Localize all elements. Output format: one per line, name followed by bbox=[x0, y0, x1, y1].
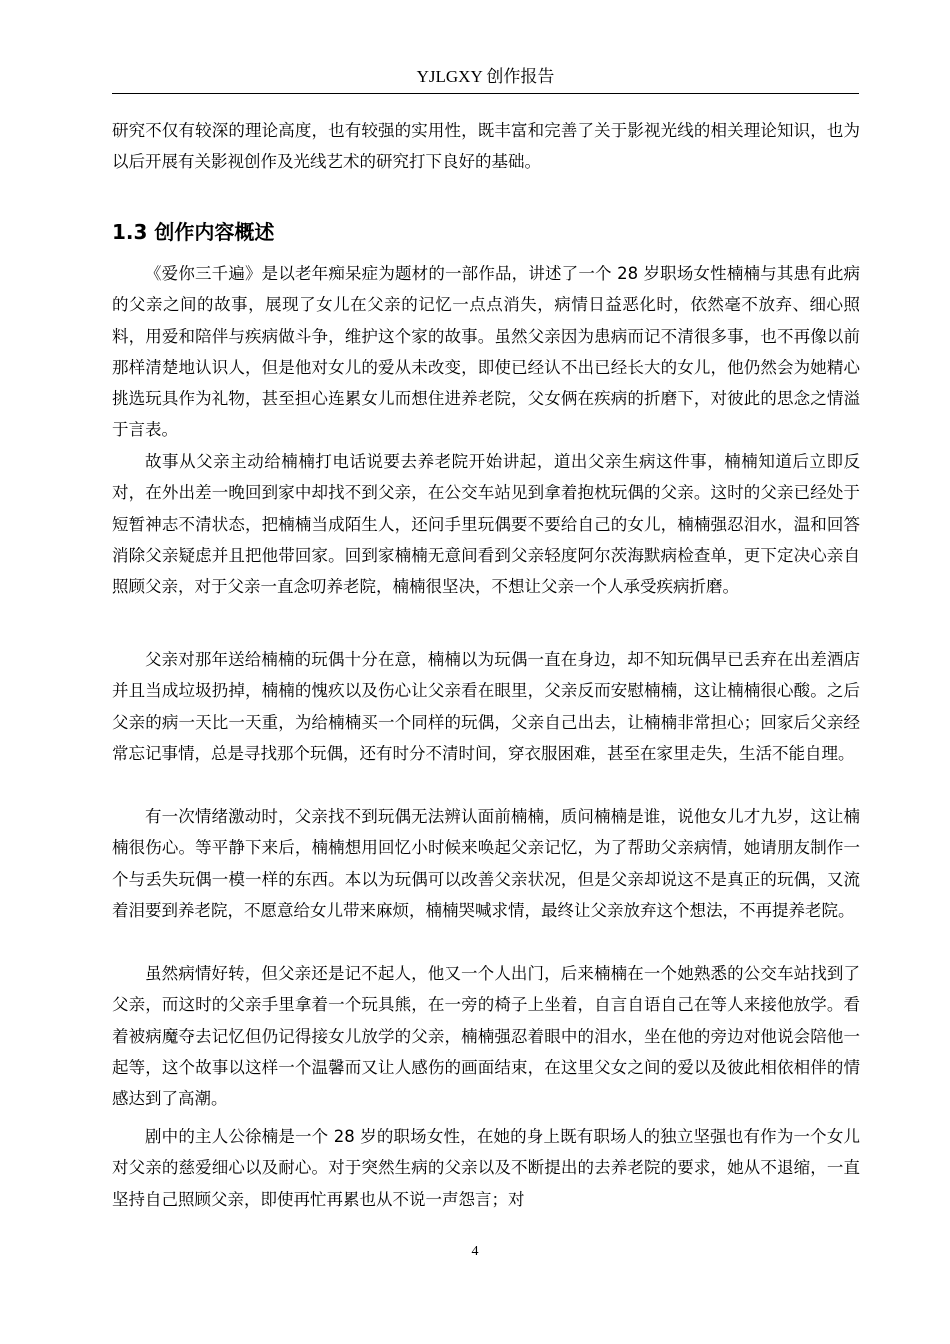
body-paragraph-1: 《爱你三千遍》是以老年痴呆症为题材的一部作品，讲述了一个 28 岁职场女性楠楠与其患有此病的父亲之间的故事，展现了女儿在父亲的记忆一点点消失，病情日益恶化时，依然毫不放弃、细心照料，用爱和陪伴与疾病做斗争，维护这个家的故事。虽然父亲因为患病而记不清很多事，也不再像以前那样清楚地认识人，但是他对女儿的爱从未改变，即使已经认不出已经长大的女儿，他仍然会为她精心挑选玩具作为礼物，甚至担心连累女儿而想住进养老院，父女俩在疾病的折磨下，对彼此的思念之情溢于言表。 bbox=[112, 264, 860, 440]
body-paragraph-5: 虽然病情好转，但父亲还是记不起人，他又一个人出门，后来楠楠在一个她熟悉的公交车站找到了父亲，而这时的父亲手里拿着一个玩具熊，在一旁的椅子上坐着，自言自语自己在等人来接他放学。看着被病魔夺去记忆但仍记得接女儿放学的父亲，楠楠强忍着眼中的泪水，坐在他的旁边对他说会陪他一起等，这个故事以这样一个温馨而又让人感伤的画面结束，在这里父女之间的爱以及彼此相依相伴的情感达到了高潮。 bbox=[112, 964, 860, 1109]
body-paragraph-6: 剧中的主人公徐楠是一个 28 岁的职场女性，在她的身上既有职场人的独立坚强也有作为一个女儿对父亲的慈爱细心以及耐心。对于突然生病的父亲以及不断提出的去养老院的要求，她从不退缩，一直坚持自己照顾父亲，即使再忙再累也从不说一声怨言；对 bbox=[112, 1127, 860, 1209]
body-paragraph-3: 父亲对那年送给楠楠的玩偶十分在意，楠楠以为玩偶一直在身边，却不知玩偶早已丢弃在出差酒店并且当成垃圾扔掉，楠楠的愧疚以及伤心让父亲看在眼里，父亲反而安慰楠楠，这让楠楠很心酸。之后父亲的病一天比一天重，为给楠楠买一个同样的玩偶，父亲自己出去，让楠楠非常担心；回家后父亲经常忘记事情，总是寻找那个玩偶，还有时分不清时间，穿衣服困难，甚至在家里走失，生活不能自理。 bbox=[112, 650, 860, 763]
page-header-title: YJLGXY 创作报告 bbox=[416, 67, 555, 86]
section-heading: 1.3 创作内容概述 bbox=[112, 220, 275, 244]
body-paragraph-4: 有一次情绪激动时，父亲找不到玩偶无法辨认面前楠楠，质问楠楠是谁，说他女儿才九岁，这让楠楠很伤心。等平静下来后，楠楠想用回忆小时候来唤起父亲记忆，为了帮助父亲病情，她请朋友制作一个与丢失玩偶一模一样的东西。本以为玩偶可以改善父亲状况，但是父亲却说这不是真正的玩偶，又流着泪要到养老院，不愿意给女儿带来麻烦，楠楠哭喊求情，最终让父亲放弃这个想法，不再提养老院。 bbox=[112, 807, 860, 920]
body-paragraph-2: 故事从父亲主动给楠楠打电话说要去养老院开始讲起，道出父亲生病这件事，楠楠知道后立即反对，在外出差一晚回到家中却找不到父亲，在公交车站见到拿着抱枕玩偶的父亲。这时的父亲已经处于短暂神志不清状态，把楠楠当成陌生人，还问手里玩偶要不要给自己的女儿，楠楠强忍泪水，温和回答消除父亲疑虑并且把他带回家。回到家楠楠无意间看到父亲轻度阿尔茨海默病检查单，更下定决心亲自照顾父亲，对于父亲一直念叨养老院，楠楠很坚决，不想让父亲一个人承受疾病折磨。 bbox=[112, 452, 860, 597]
header-divider bbox=[112, 93, 859, 94]
page-number: 4 bbox=[471, 1244, 479, 1259]
continuation-paragraph: 研究不仅有较深的理论高度，也有较强的实用性，既丰富和完善了关于影视光线的相关理论知识，也为以后开展有关影视创作及光线艺术的研究打下良好的基础。 bbox=[112, 121, 860, 172]
